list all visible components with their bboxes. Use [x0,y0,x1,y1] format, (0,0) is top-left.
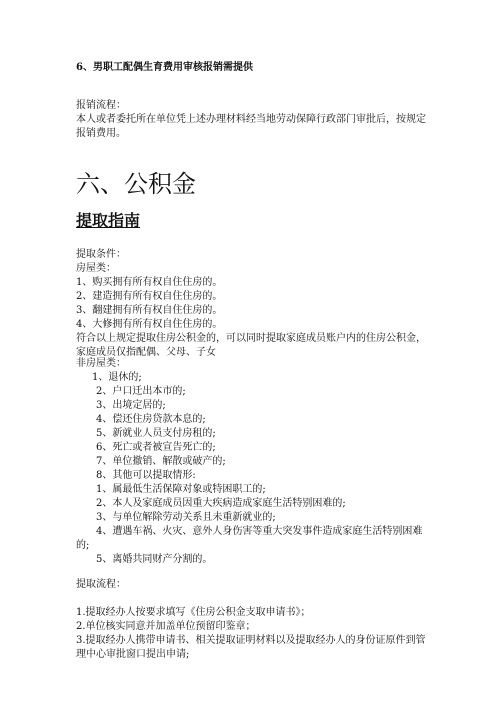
reimburse-line-1: 本人或者委托所在单位凭上述办理材料经当地劳动保障行政部门审批后，按规定 [76,114,426,125]
process-step-1: 1.提取经办人按要求填写《住房公积金支取申请书》； [76,607,311,618]
item-6-heading: 6、男职工配偶生育费用审核报销需提供 [76,62,253,73]
section-title: 提取指南 [76,211,141,230]
nonhousing-item: 1、退休的; [92,372,142,383]
reimburse-line-2: 报销费用。 [76,128,126,139]
nonhousing-item: 3、出境定居的; [96,400,166,411]
process-step-3-line-2: 理中心审批窗口提出申请; [76,649,190,660]
reimburse-heading: 报销流程： [76,100,126,111]
housing-item: 2、建造拥有所有权自住住房的。 [76,291,223,302]
nonhousing-item: 7、单位撤销、解散或破产的; [96,456,226,467]
housing-item: 1、购买拥有所有权自住住房的。 [76,277,223,288]
other-item: 5、离婚共同财产分割的。 [96,554,213,565]
housing-heading: 房屋类： [76,263,116,274]
nonhousing-item: 5、新就业人员支付房租的; [96,428,216,439]
other-item: 2、本人及家庭成员因重大疾病造成家庭生活特别困难的; [96,498,346,509]
other-item-4-continuation: 的; [76,540,90,551]
family-line-1: 符合以上规定提取住房公积金的，可以同时提取家庭成员账户内的住房公积金， [76,333,426,344]
nonhousing-item: 2、户口迁出本市的; [96,386,186,397]
family-line-2: 家庭成员仅指配偶、父母、子女 [76,347,216,358]
process-step-3-line-1: 3.提取经办人携带申请书、相关提取证明材料以及提取经办人的身份证原件到管 [76,635,426,646]
process-heading: 提取流程： [76,579,126,590]
housing-item: 3、翻建拥有所有权自住住房的。 [76,305,223,316]
process-step-2: 2.单位核实同意并加盖单位预留印鉴章； [76,621,256,632]
other-item: 3、与单位解除劳动关系且未重新就业的; [96,512,276,523]
nonhousing-item: 6、死亡或者被宣告死亡的; [96,442,216,453]
nonhousing-item: 8、其他可以提取情形: [96,470,196,481]
other-item: 4、遭遇车祸、火灾、意外人身伤害等重大突发事件造成家庭生活特别困难 [96,526,423,537]
nonhousing-item: 4、偿还住房贷款本息的; [96,414,206,425]
chapter-title: 六、公积金 [76,170,196,198]
housing-item: 4、大修拥有所有权自住住房的。 [76,319,223,330]
conditions-heading: 提取条件： [76,249,126,260]
nonhousing-heading: 非房屋类： [76,358,126,369]
other-item: 1、属最低生活保障对象或特困职工的; [96,484,266,495]
